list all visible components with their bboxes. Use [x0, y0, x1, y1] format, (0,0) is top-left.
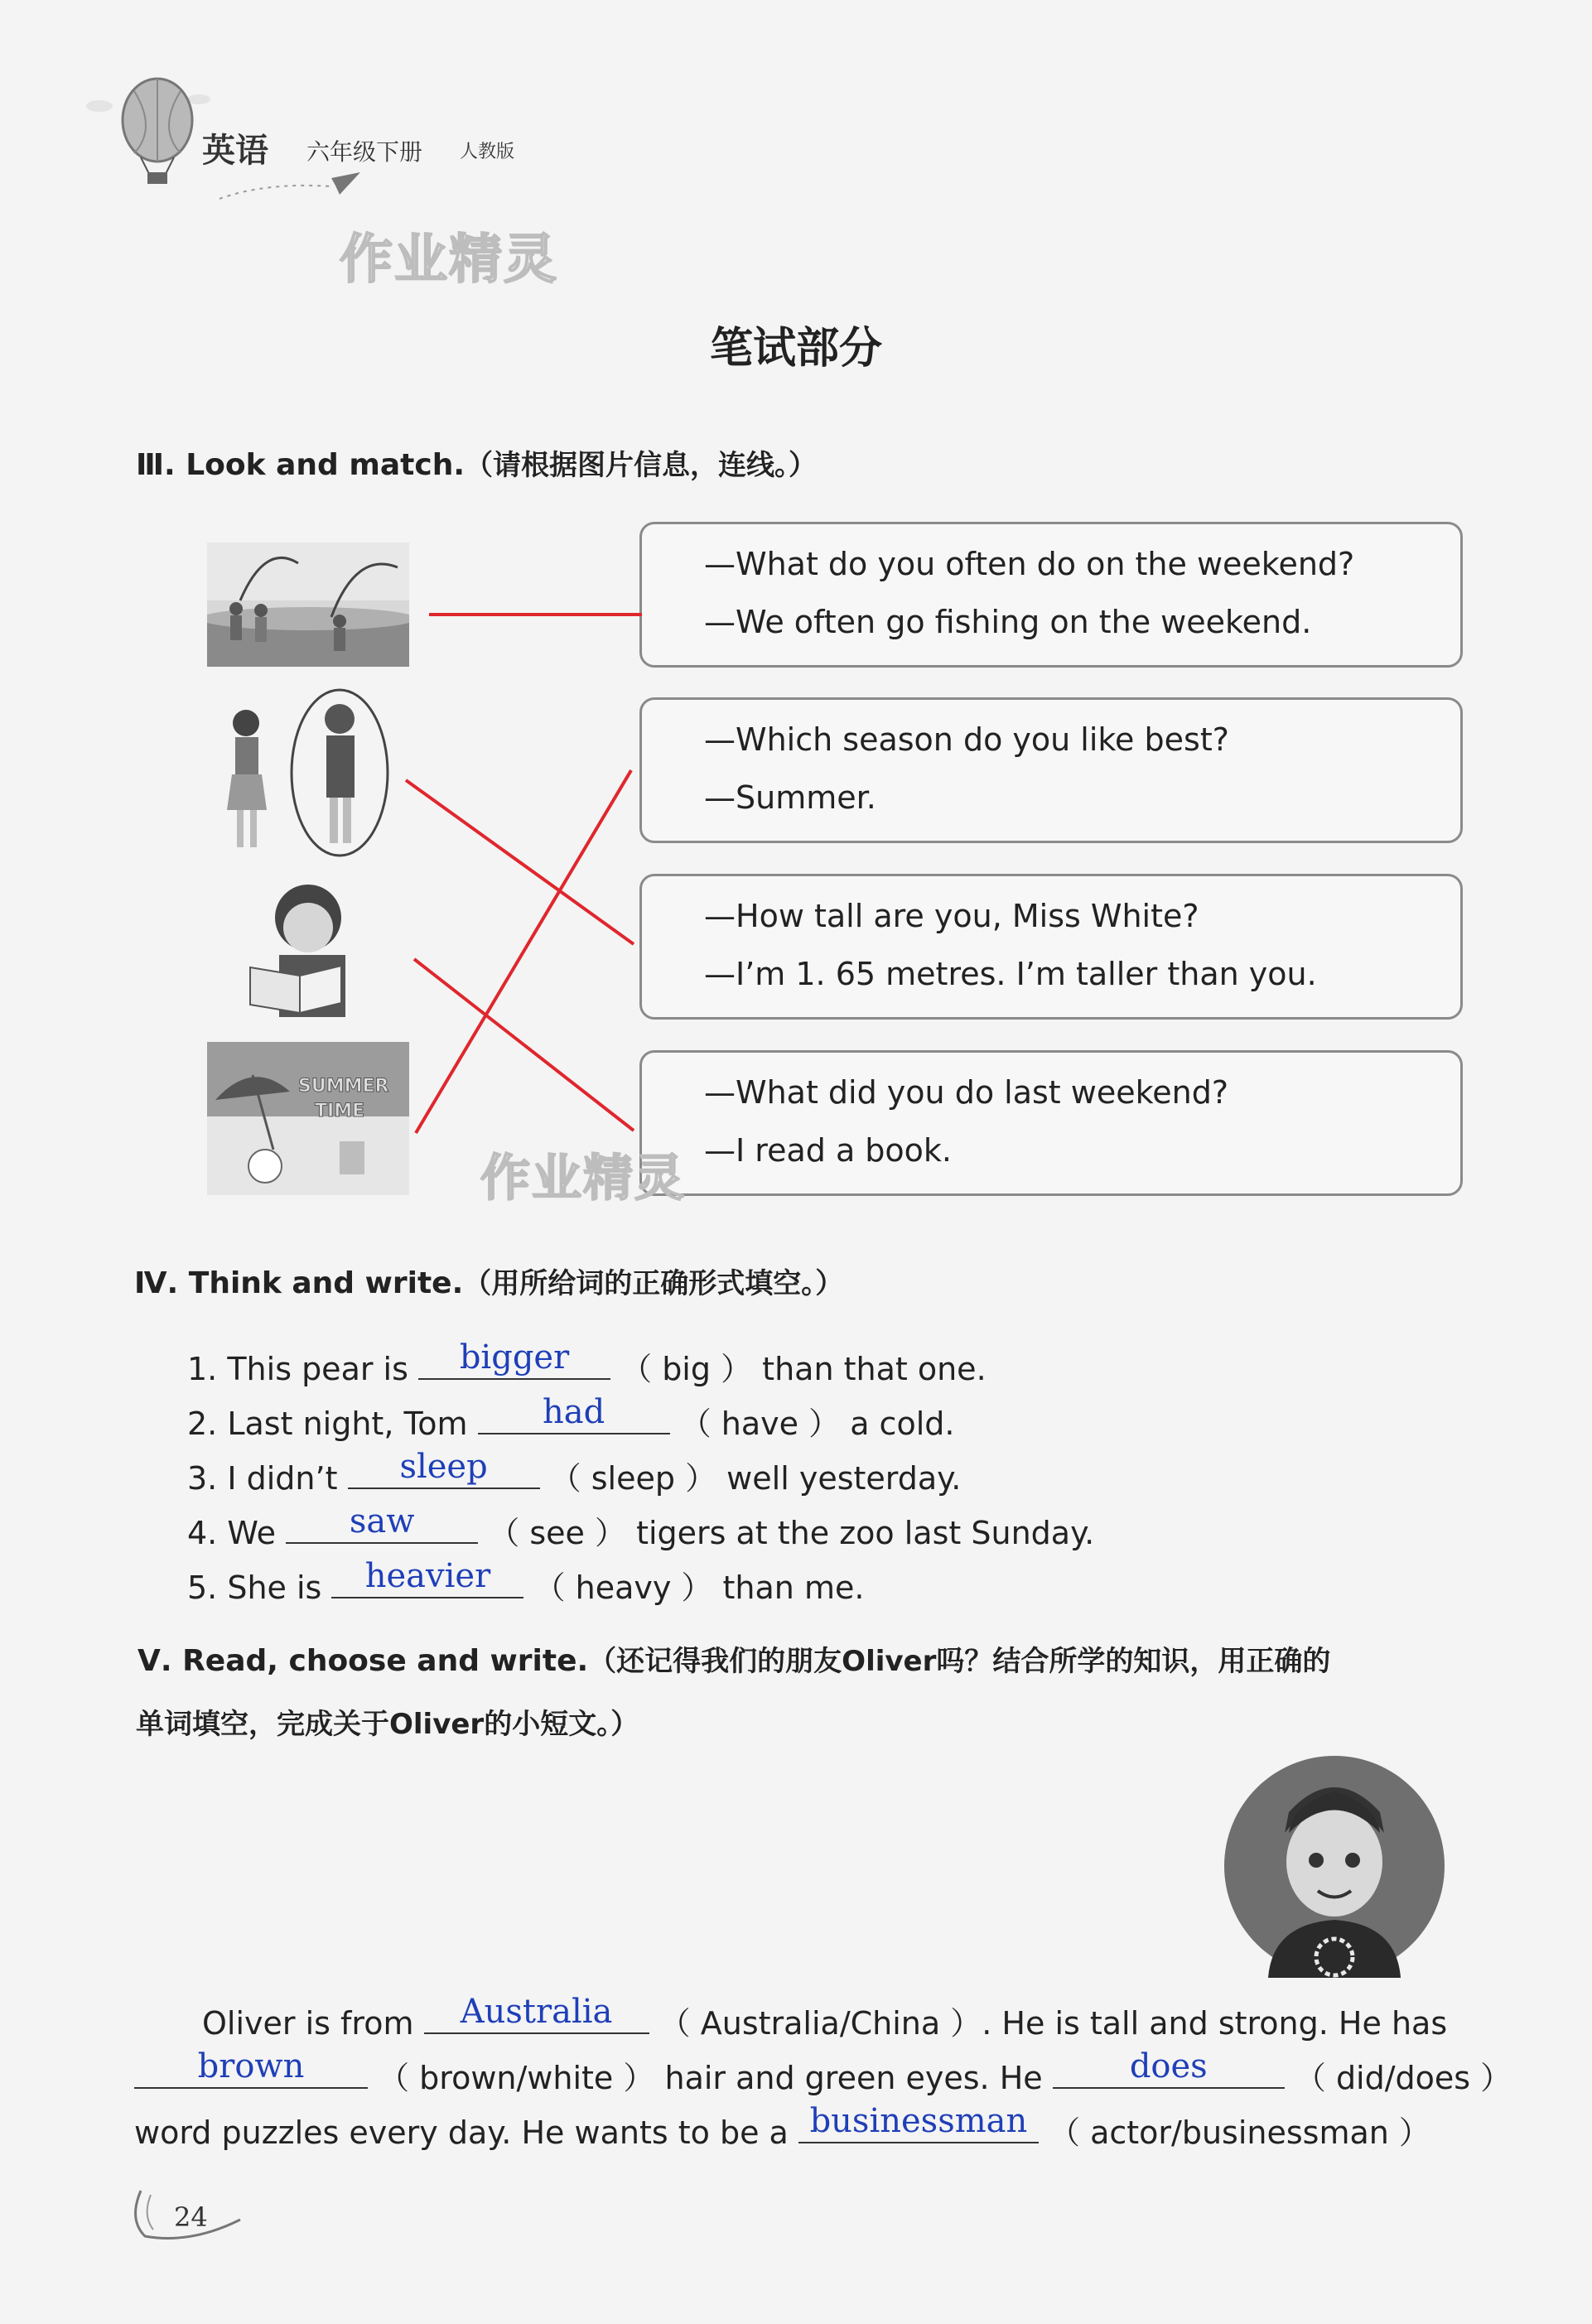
watermark-2: 作业精灵 — [480, 1150, 686, 1208]
section3-heading-en: Ⅲ. Look and match. — [136, 448, 466, 482]
match-line-2 — [406, 780, 634, 944]
fill-item-2 — [187, 1393, 955, 1444]
answer-blank[interactable] — [424, 1993, 649, 2034]
match-box-question: —What do you often do on the weekend? — [704, 546, 1355, 582]
answer-blank[interactable] — [798, 2102, 1039, 2143]
answer-text: heavier — [364, 1557, 491, 1595]
section3-instruction: （请根据图片信息，连线。） — [465, 449, 818, 482]
match-box-answer: —I’m 1. 65 metres. I’m taller than you. — [704, 956, 1317, 992]
section5-instruction-line2 — [136, 1701, 639, 1742]
answer-text: sleep — [399, 1448, 488, 1486]
answer-blank[interactable] — [478, 1393, 670, 1434]
fill-item-hint: （ sleep ） — [549, 1460, 717, 1497]
passage-hint: （ did/does ） — [1294, 2060, 1512, 2096]
fill-item-post: well yesterday. — [726, 1460, 962, 1497]
page-number: 24 — [174, 2201, 208, 2233]
passage-hint: （ Australia/China ） — [659, 2005, 982, 2042]
fill-item-hint: （ big ） — [620, 1351, 753, 1387]
fill-item-post: tigers at the zoo last Sunday. — [636, 1515, 1095, 1551]
passage-text: word puzzles every day. He wants to be a — [134, 2114, 789, 2151]
section5-heading — [137, 1638, 1330, 1679]
fill-item-1 — [187, 1338, 987, 1389]
fill-item-hint: （ have ） — [679, 1405, 841, 1442]
answer-text: brown — [197, 2047, 305, 2085]
fill-item-hint: （ heavy ） — [533, 1569, 713, 1606]
answer-blank[interactable] — [418, 1338, 610, 1380]
passage-hint: （ actor/businessman ） — [1049, 2114, 1430, 2151]
answer-text: saw — [349, 1502, 415, 1540]
fill-item-pre: 1. This pear is — [187, 1351, 408, 1387]
section4-heading — [134, 1261, 843, 1301]
section4-heading-en: Ⅳ. Think and write. — [134, 1266, 464, 1300]
fill-item-post: a cold. — [850, 1405, 955, 1442]
fill-item-pre: 3. I didn’t — [187, 1460, 338, 1497]
answer-blank[interactable] — [134, 2047, 368, 2089]
passage-line-2 — [134, 2047, 1512, 2098]
header-edition: 人教版 — [460, 142, 515, 162]
match-box-question: —What did you do last weekend? — [704, 1074, 1229, 1111]
match-box-answer: —I read a book. — [704, 1132, 953, 1169]
fill-item-post: than that one. — [762, 1351, 987, 1387]
match-line-4 — [414, 959, 634, 1131]
match-line-3 — [416, 770, 631, 1133]
passage-line-3 — [134, 2102, 1430, 2153]
fill-item-pre: 5. She is — [187, 1569, 322, 1606]
svg-text:SUMMER: SUMMER — [298, 1076, 389, 1097]
oliver-avatar — [1223, 1754, 1446, 1978]
header-grade: 六年级下册 — [306, 138, 423, 166]
passage-hint: （ brown/white ） — [378, 2060, 655, 2096]
passage-text: Oliver is from — [202, 2005, 414, 2042]
answer-text: had — [542, 1393, 605, 1431]
page-title: 笔试部分 — [709, 324, 882, 374]
section4-instruction: （用所给词的正确形式填空。） — [463, 1267, 844, 1300]
answer-text: bigger — [459, 1338, 570, 1377]
passage-text: hair and green eyes. He — [664, 2060, 1043, 2096]
passage-text: . He is tall and strong. He has — [982, 2005, 1448, 2042]
fill-item-5 — [187, 1557, 865, 1608]
watermark: 作业精灵 — [340, 229, 558, 291]
section5-instruction-2: 单词填空，完成关于Oliver的小短文。） — [136, 1708, 639, 1741]
fill-item-hint: （ see ） — [488, 1515, 626, 1551]
section5-heading-en: Ⅴ. Read, choose and write. — [137, 1644, 589, 1678]
match-box-answer: —Summer. — [704, 779, 876, 816]
match-box-question: —How tall are you, Miss White? — [704, 898, 1199, 934]
answer-text: businessman — [809, 2102, 1028, 2140]
fill-item-4 — [187, 1502, 1095, 1553]
answer-blank[interactable] — [348, 1448, 540, 1489]
passage-line-1 — [202, 1993, 1448, 2043]
answer-text: Australia — [460, 1993, 613, 2031]
fill-item-pre: 4. We — [187, 1515, 277, 1551]
answer-text: does — [1129, 2047, 1208, 2085]
header-subject: 英语 — [202, 131, 268, 170]
fill-item-post: than me. — [722, 1569, 865, 1606]
answer-blank[interactable] — [286, 1502, 478, 1544]
answer-blank[interactable] — [1053, 2047, 1285, 2089]
fill-item-pre: 2. Last night, Tom — [187, 1405, 468, 1442]
match-box-answer: —We often go fishing on the weekend. — [704, 604, 1312, 640]
svg-text:TIME: TIME — [315, 1101, 365, 1121]
answer-blank[interactable] — [331, 1557, 523, 1598]
fill-item-3 — [187, 1448, 962, 1498]
match-box-question: —Which season do you like best? — [704, 721, 1229, 758]
section5-instruction-1: （还记得我们的朋友Oliver吗？结合所学的知识，用正确的 — [588, 1645, 1331, 1678]
